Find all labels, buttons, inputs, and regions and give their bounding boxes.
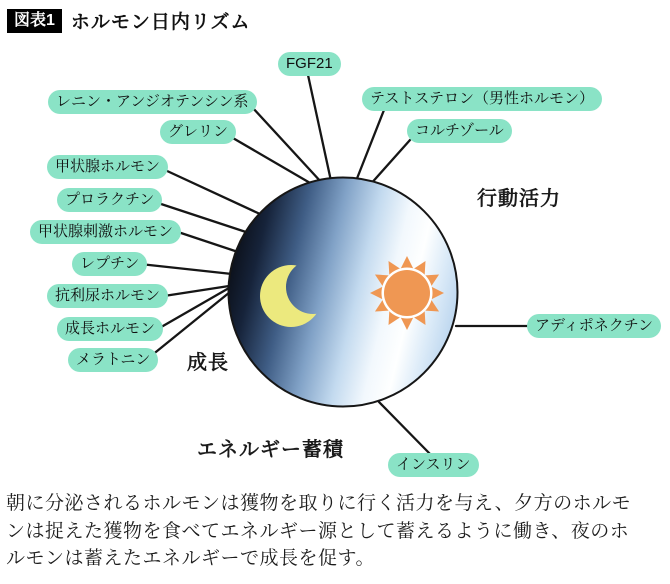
hormone-label-leptin: レプチン xyxy=(72,252,147,276)
hormone-label-adiponectin: アディポネクチン xyxy=(527,314,661,338)
connector-line xyxy=(226,134,317,187)
connector-line xyxy=(165,170,260,214)
zone-label-growth: 成長 xyxy=(187,352,229,374)
zone-label-energy-storage: エネルギー蓄積 xyxy=(197,439,344,461)
connector-line xyxy=(181,233,244,254)
hormone-label-fgf21: FGF21 xyxy=(278,52,341,76)
hormone-label-testosterone: テストステロン（男性ホルモン） xyxy=(362,87,602,111)
zone-label-behavior-vitality: 行動活力 xyxy=(477,188,561,210)
connector-line xyxy=(140,264,232,274)
hormone-label-melatonin: メラトニン xyxy=(68,348,158,372)
connector-line xyxy=(252,107,322,183)
connector-line xyxy=(308,75,331,181)
connector-line xyxy=(356,110,384,181)
hormone-label-tsh: 甲状腺刺激ホルモン xyxy=(30,220,181,244)
hormone-label-renin-angiotensin: レニン・アンジオテンシン系 xyxy=(48,90,257,114)
caption-text: 朝に分泌されるホルモンは獲物を取りに行く活力を与え、夕方のホルモンは捉えた獲物を食べてエネルギー源として蓄えるように働き、夜のホルモンは蓄えたエネルギーで成長を促す。 xyxy=(6,493,632,569)
hormone-label-adh: 抗利尿ホルモン xyxy=(47,284,168,308)
hormone-label-prolactin: プロラクチン xyxy=(57,188,162,212)
connector-line xyxy=(379,402,432,456)
hormone-label-growth-hormone: 成長ホルモン xyxy=(57,317,163,341)
hormone-label-thyroid-hormone: 甲状腺ホルモン xyxy=(47,155,168,179)
connector-line xyxy=(369,140,410,186)
figure-number-badge: 図表1 xyxy=(7,9,62,33)
figure-title: ホルモン日内リズム xyxy=(70,12,251,33)
hormone-label-cortisol: コルチゾール xyxy=(407,119,512,143)
moon-icon xyxy=(260,265,322,327)
hormone-label-insulin: インスリン xyxy=(388,453,479,477)
hormone-label-ghrelin: グレリン xyxy=(160,120,236,144)
